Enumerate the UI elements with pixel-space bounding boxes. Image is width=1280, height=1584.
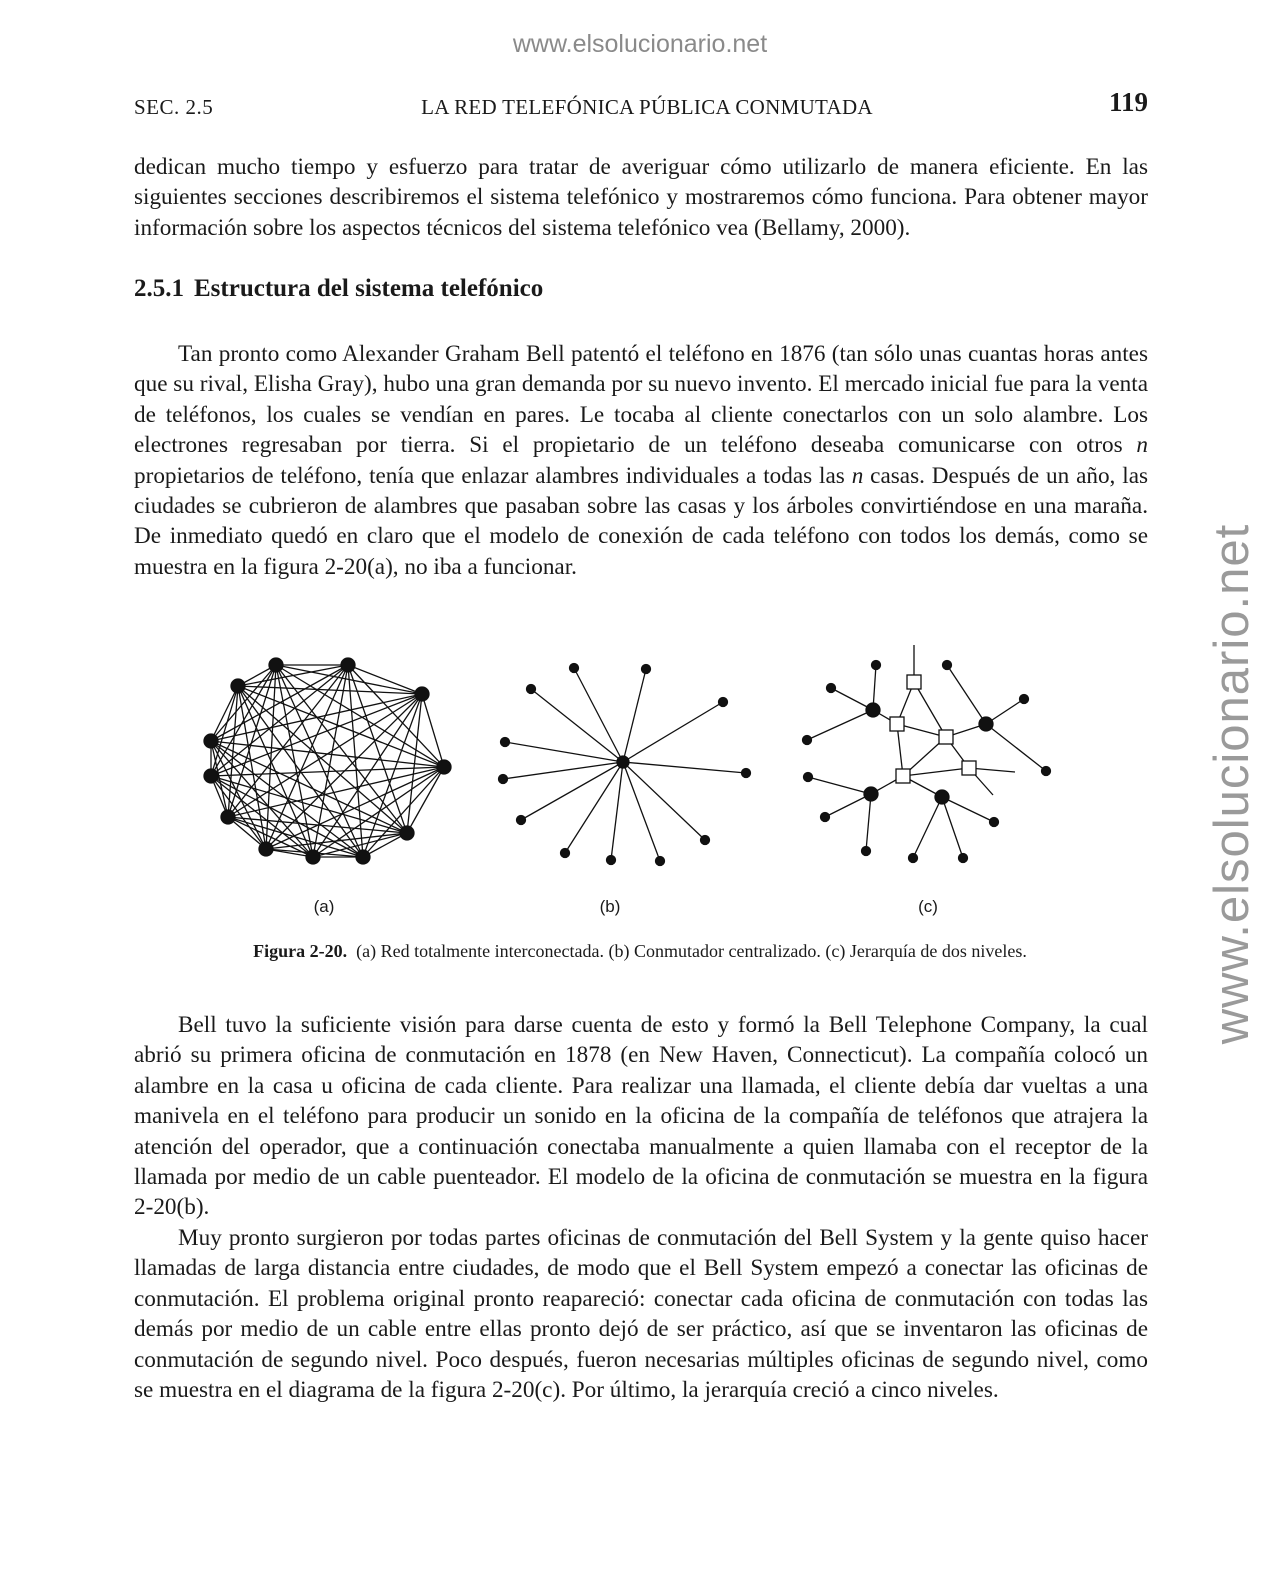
telephone-node	[306, 850, 320, 864]
telephone-node	[221, 810, 235, 824]
telephone-node	[803, 736, 812, 745]
figure-2-20	[190, 640, 1090, 930]
panel-centralized-switch	[499, 664, 751, 866]
second-level-office	[890, 717, 904, 731]
telephone-node	[204, 734, 218, 748]
figure-caption	[0, 941, 1280, 962]
interconnect-line	[266, 833, 407, 849]
telephone-node	[517, 816, 526, 825]
telephone-node	[561, 849, 570, 858]
telephone-node	[701, 836, 710, 845]
variable-n: n	[851, 462, 864, 489]
telephone-node	[527, 685, 536, 694]
figure-label-a: (a)	[313, 897, 335, 916]
page-number: 119	[1108, 87, 1148, 117]
telephone-node	[499, 775, 508, 784]
running-head-section: SEC. 2.5	[134, 95, 214, 119]
figure-caption-label: Figura 2-20.	[253, 941, 348, 961]
telephone-node	[862, 847, 871, 856]
switch-node	[617, 756, 629, 768]
interconnect-line	[211, 665, 276, 741]
telephone-node	[204, 769, 218, 783]
figure-caption-text: (a) Red totalmente interconectada. (b) Conmutador centralizado. (c) Jerarquía de dos niveles.	[356, 941, 1027, 961]
telephone-node	[415, 687, 429, 701]
telephone-node	[909, 854, 918, 863]
telephone-node	[827, 684, 836, 693]
telephone-node	[607, 856, 616, 865]
paragraph-1	[134, 339, 1148, 582]
telephone-node	[719, 698, 728, 707]
panel-fully-interconnected	[204, 658, 451, 864]
telephone-node	[872, 661, 881, 670]
second-level-office	[962, 761, 976, 775]
paragraph-1-text-a: Tan pronto como Alexander Graham Bell patentó el teléfono en 1876 (tan sólo unas cuantas horas antes que su rival, Elisha Gray), hubo una gran demanda por su nuevo invento. El mercado inicial fue para la venta de teléfonos, los cuales se vendían en pares. Le tocaba al cliente conectarlos con un solo alambre. Los electrones regresaban por tierra. Si el propietario de un teléfono deseaba comunicarse con otros	[134, 341, 1148, 459]
running-head-title: LA RED TELEFÓNICA PÚBLICA CONMUTADA	[421, 95, 873, 119]
second-level-office	[939, 730, 953, 744]
first-level-office	[935, 790, 949, 804]
section-heading	[134, 275, 543, 303]
paragraph-2: Bell tuvo la suficiente visión para darse cuenta de esto y formó la Bell Telephone Company, la cual abrió su primera oficina de conmutación en 1878 (en New Haven, Connecticut). La compañía colocó un alambre en la casa u oficina de cada cliente. Para realizar una llamada, el cliente debía dar vueltas a una manivela en el teléfono para producir un sonido en la oficina de la compañía de teléfonos que atrajera la atención del operador, que a continuación conectaba manualmente a quien llamaba con el receptor de la llamada por medio de un cable puenteador. El modelo de la oficina de conmutación se muestra en la figura 2-20(b).	[134, 1012, 1148, 1221]
variable-n: n	[1136, 432, 1148, 459]
panel-two-level-hierarchy	[803, 645, 1051, 863]
second-level-office	[907, 675, 921, 689]
telephone-node	[231, 679, 245, 693]
telephone-node	[656, 857, 665, 866]
telephone-node	[642, 665, 651, 674]
watermark-side: www.elsolucionario.net	[1205, 523, 1259, 1045]
telephone-node	[570, 664, 579, 673]
telephone-node	[437, 760, 451, 774]
telephone-node	[259, 842, 273, 856]
interconnect-line	[363, 767, 444, 857]
first-level-office	[866, 703, 880, 717]
telephone-node	[501, 738, 510, 747]
paragraph-1-text-b: propietarios de teléfono, tenía que enlazar alambres individuales a todas las	[134, 462, 852, 489]
telephone-node	[341, 658, 355, 672]
section-number: 2.5.1	[134, 275, 184, 302]
figure-label-c: (c)	[918, 897, 938, 916]
section-title: Estructura del sistema telefónico	[194, 275, 544, 302]
telephone-node	[1020, 695, 1029, 704]
second-level-office	[896, 769, 910, 783]
telephone-node	[356, 850, 370, 864]
interconnect-line	[276, 665, 313, 857]
figure-label-b: (b)	[599, 897, 621, 916]
network-topology-diagrams	[190, 640, 1090, 890]
telephone-node	[400, 826, 414, 840]
interconnect-line	[348, 665, 444, 767]
telephone-node	[269, 658, 283, 672]
interconnect-line	[211, 741, 313, 857]
paragraph-1-text-c: casas. Después de un año, las ciudades se cubrieron de alambres que pasaban sobre las casas y los árboles convirtiéndose en una maraña. De inmediato quedó en claro que el modelo de conexión de cada teléfono con todos los demás, como se muestra en la figura 2-20(a), no iba a funcionar.	[134, 462, 1149, 580]
interconnect-line	[348, 665, 422, 694]
telephone-node	[804, 773, 813, 782]
telephone-node	[1042, 767, 1051, 776]
telephone-node	[943, 661, 952, 670]
watermark-top: www.elsolucionario.net	[512, 30, 768, 58]
telephone-node	[990, 818, 999, 827]
intro-paragraph: dedican mucho tiempo y esfuerzo para tratar de averiguar cómo utilizarlo de manera eficiente. En las siguientes secciones describiremos el sistema telefónico y mostraremos cómo funciona. Para obtener mayor información sobre los aspectos técnicos del sistema telefónico vea (Bellamy, 2000).	[134, 154, 1148, 241]
telephone-node	[959, 854, 968, 863]
first-level-office	[979, 717, 993, 731]
paragraph-3: Muy pronto surgieron por todas partes oficinas de conmutación del Bell System y la gente quiso hacer llamadas de larga distancia entre ciudades, de modo que el Bell System empezó a conectar las oficinas de conmutación. El problema original pronto reapareció: conectar cada oficina de conmutación con todas las demás por medio de un cable entre ellas pronto dejó de ser práctico, así que se inventaron las oficinas de conmutación de segundo nivel. Poco después, fueron necesarias múltiples oficinas de segundo nivel, como se muestra en el diagrama de la figura 2-20(c). Por último, la jerarquía creció a cinco niveles.	[134, 1225, 1148, 1404]
telephone-node	[742, 769, 751, 778]
first-level-office	[864, 787, 878, 801]
interconnect-line	[211, 741, 407, 833]
telephone-node	[821, 813, 830, 822]
running-head	[134, 87, 1148, 125]
